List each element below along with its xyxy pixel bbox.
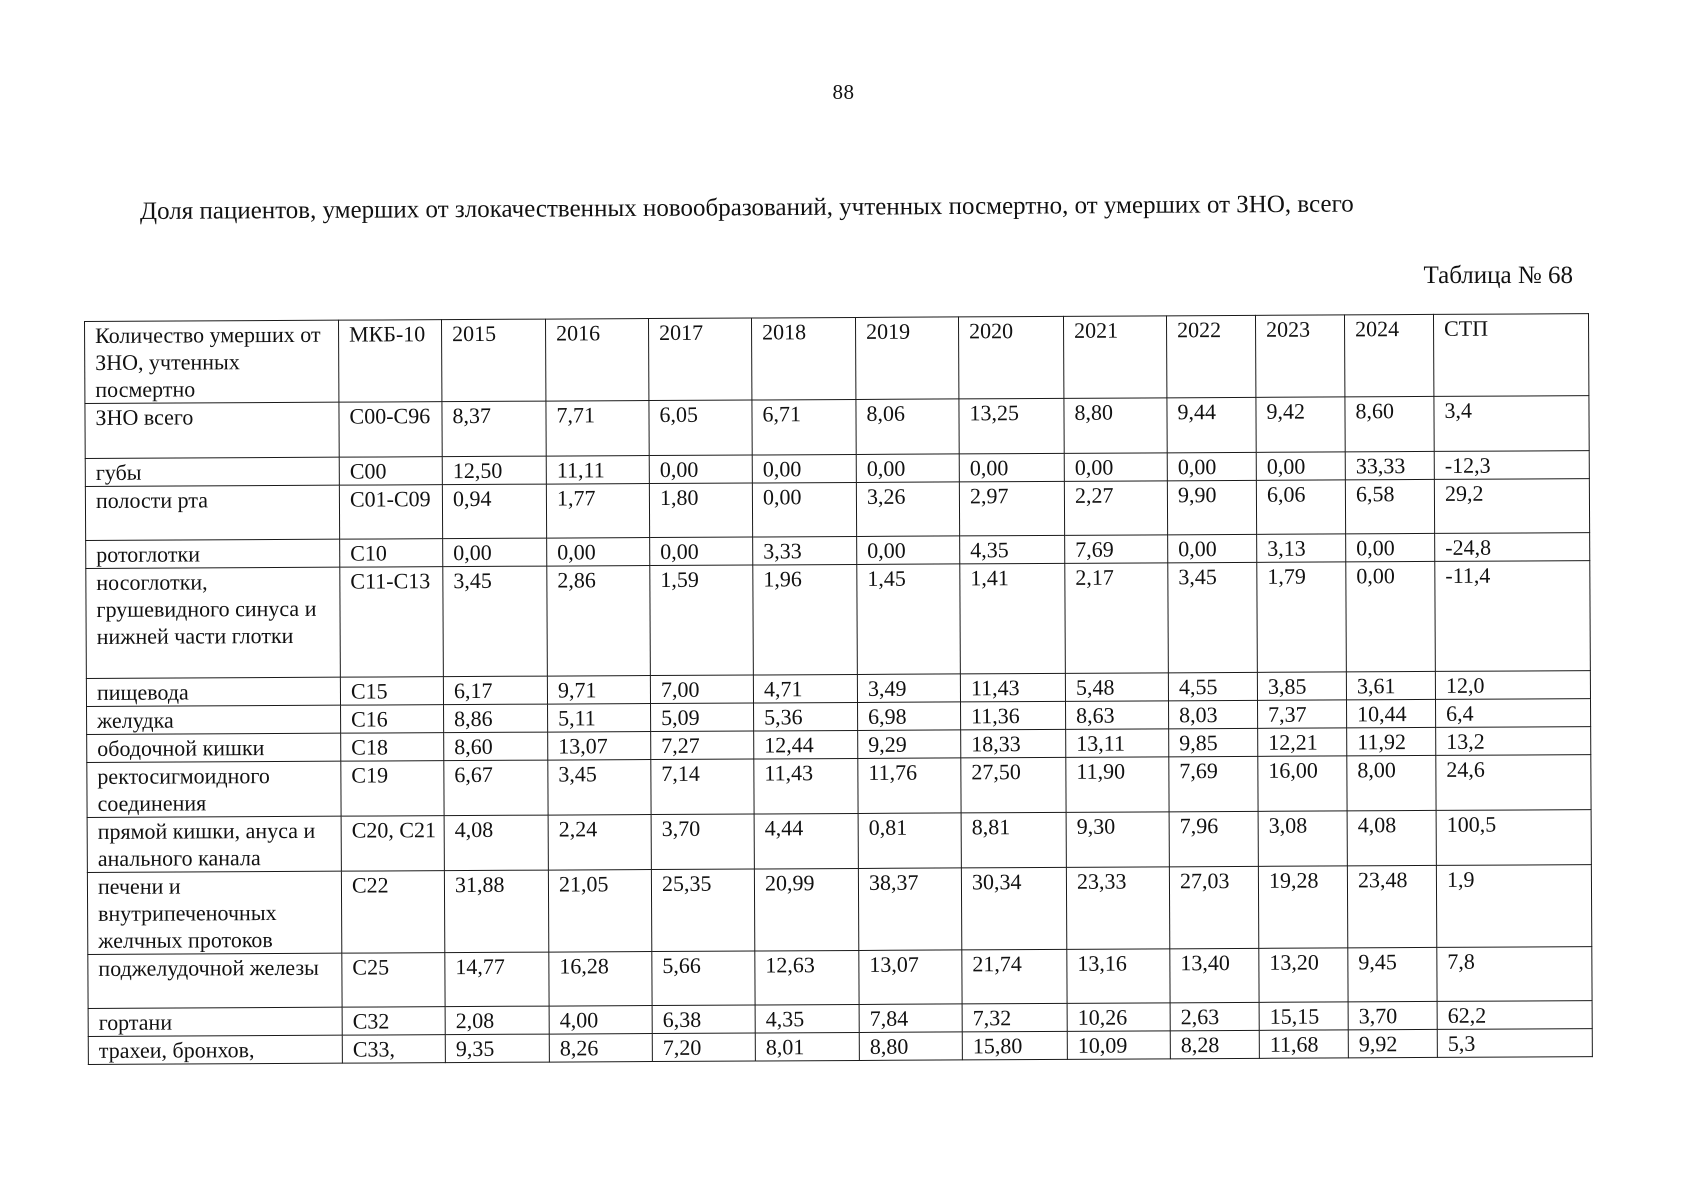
value-cell: 11,43 (960, 673, 1065, 702)
value-cell: 2,24 (548, 815, 651, 871)
value-cell: 2,08 (445, 1006, 549, 1035)
value-cell: 21,74 (962, 949, 1067, 1004)
value-cell: 0,00 (547, 538, 650, 567)
value-cell: 19,28 (1258, 866, 1347, 948)
value-cell: 7,32 (962, 1003, 1067, 1032)
value-cell: 13,40 (1170, 948, 1259, 1002)
table-row (85, 479, 1589, 541)
value-cell: 8,80 (1064, 398, 1167, 454)
value-cell: 27,50 (961, 757, 1066, 813)
icd-code-cell: С32 (342, 1007, 445, 1036)
row-label-cell: ротоглотки (86, 539, 340, 568)
value-cell: 9,85 (1169, 728, 1258, 756)
value-cell: 4,35 (755, 1004, 859, 1033)
value-cell: 12,0 (1435, 671, 1590, 700)
header-cell: 2021 (1063, 316, 1166, 399)
value-cell: 23,33 (1066, 867, 1169, 950)
value-cell: 29,2 (1434, 479, 1589, 534)
row-label-cell: ЗНО всего (85, 402, 339, 458)
table-row (87, 865, 1591, 955)
table-container (84, 313, 1592, 1065)
row-label-cell: ректосигмоидного соединения (87, 761, 341, 817)
value-cell: 1,79 (1257, 562, 1347, 672)
value-cell: 8,00 (1347, 755, 1436, 810)
value-cell: 1,45 (857, 564, 961, 675)
value-cell: 7,8 (1437, 947, 1592, 1002)
value-cell: -11,4 (1435, 561, 1591, 672)
value-cell: 33,33 (1345, 451, 1434, 479)
value-cell: 0,00 (752, 482, 856, 537)
value-cell: 1,59 (650, 565, 754, 676)
value-cell: 6,06 (1256, 480, 1345, 534)
value-cell: 11,11 (546, 456, 649, 485)
value-cell: 27,03 (1169, 866, 1258, 948)
value-cell: 1,80 (649, 483, 752, 538)
header-cell: 2020 (958, 316, 1063, 399)
value-cell: 0,00 (649, 455, 752, 484)
value-cell: 13,07 (859, 950, 962, 1005)
value-cell: 0,00 (1346, 561, 1436, 671)
value-cell: 10,09 (1067, 1031, 1170, 1060)
value-cell: 21,05 (548, 870, 651, 953)
value-cell: 6,71 (752, 399, 856, 455)
value-cell: 11,92 (1347, 727, 1436, 755)
value-cell: 8,60 (444, 732, 548, 761)
icd-code-cell: С11-С13 (340, 567, 444, 678)
header-cell: 2017 (648, 318, 751, 401)
value-cell: 8,37 (442, 401, 546, 457)
header-cell: 2018 (751, 317, 855, 400)
value-cell: 8,80 (859, 1032, 962, 1061)
value-cell: 3,70 (1348, 1001, 1437, 1029)
value-cell: 8,86 (444, 704, 548, 733)
value-cell: 9,42 (1256, 397, 1345, 452)
value-cell: 0,00 (959, 453, 1064, 482)
value-cell: 7,20 (652, 1033, 755, 1062)
page-number: 88 (832, 80, 855, 104)
value-cell: 4,08 (444, 815, 548, 871)
value-cell: 5,36 (754, 702, 858, 731)
row-label-cell: носоглотки, грушевидного синуса и нижней части глотки (86, 567, 341, 678)
row-label-cell: поджелудочной железы (88, 953, 342, 1008)
value-cell: 11,76 (858, 758, 961, 814)
row-label-cell: желудка (87, 705, 341, 734)
value-cell: 14,77 (445, 952, 549, 1007)
value-cell: 13,11 (1066, 729, 1169, 758)
value-cell: 8,63 (1066, 701, 1169, 730)
icd-code-cell: С00-С96 (339, 402, 442, 458)
value-cell: 7,69 (1065, 535, 1168, 564)
value-cell: 7,37 (1258, 700, 1347, 728)
value-cell: 0,00 (1346, 533, 1435, 561)
value-cell: 2,86 (547, 566, 651, 677)
table-row (87, 755, 1591, 818)
value-cell: 3,33 (753, 536, 857, 565)
value-cell: 12,44 (754, 730, 858, 759)
value-cell: 3,08 (1258, 811, 1347, 866)
value-cell: 0,00 (650, 537, 753, 566)
row-label-cell: печени и внутрипеченочных желчных протоков (87, 871, 341, 954)
header-cell: 2022 (1166, 315, 1255, 397)
value-cell: 6,05 (649, 400, 752, 456)
value-cell: 5,3 (1437, 1029, 1592, 1058)
icd-code-cell: С10 (340, 539, 443, 568)
row-label-cell: гортани (88, 1007, 342, 1036)
value-cell: 6,58 (1345, 479, 1434, 533)
icd-code-cell: С20, С21 (341, 816, 444, 872)
icd-code-cell: С22 (341, 871, 444, 954)
value-cell: 1,41 (960, 563, 1066, 674)
icd-code-cell: С00 (339, 457, 442, 486)
value-cell: 9,29 (858, 730, 961, 759)
icd-code-cell: С25 (342, 953, 445, 1008)
value-cell: 13,25 (959, 398, 1064, 454)
value-cell: 16,28 (549, 952, 652, 1007)
header-cell: 2024 (1344, 314, 1433, 396)
value-cell: 9,44 (1167, 397, 1256, 452)
value-cell: 15,15 (1259, 1002, 1348, 1030)
value-cell: 4,08 (1347, 810, 1436, 865)
value-cell: 5,66 (652, 951, 755, 1006)
value-cell: 0,94 (442, 484, 546, 539)
value-cell: 6,98 (858, 702, 961, 731)
table-header-row (85, 314, 1589, 404)
icd-code-cell: С18 (341, 733, 444, 762)
value-cell: 9,90 (1167, 480, 1256, 534)
value-cell: 5,09 (651, 703, 754, 732)
value-cell: 8,03 (1169, 700, 1258, 728)
table-row (85, 396, 1589, 459)
value-cell: 5,48 (1065, 673, 1168, 702)
value-cell: 13,20 (1259, 948, 1348, 1002)
value-cell: 8,60 (1345, 396, 1434, 451)
row-label-cell: ободочной кишки (87, 733, 341, 762)
value-cell: 7,69 (1169, 756, 1258, 811)
value-cell: 7,27 (651, 731, 754, 760)
value-cell: 11,68 (1259, 1030, 1348, 1058)
value-cell: 2,17 (1065, 563, 1169, 674)
value-cell: 31,88 (444, 870, 548, 953)
value-cell: 13,16 (1067, 949, 1170, 1004)
value-cell: 9,92 (1348, 1029, 1437, 1057)
value-cell: 9,35 (445, 1034, 549, 1063)
value-cell: 3,61 (1346, 671, 1435, 699)
table-row (87, 810, 1591, 873)
value-cell: 0,00 (1168, 534, 1257, 562)
value-cell: 10,44 (1347, 699, 1436, 727)
value-cell: 2,97 (959, 481, 1064, 536)
value-cell: 3,49 (857, 674, 960, 703)
header-cell: СТП (1433, 314, 1588, 397)
value-cell: 3,26 (856, 482, 959, 537)
value-cell: 7,71 (546, 401, 649, 457)
value-cell: 38,37 (858, 868, 961, 951)
value-cell: -12,3 (1434, 451, 1589, 480)
header-cell: МКБ-10 (338, 320, 441, 403)
value-cell: 7,84 (859, 1004, 962, 1033)
value-cell: 4,71 (753, 674, 857, 703)
value-cell: 15,80 (962, 1031, 1067, 1060)
value-cell: 3,70 (651, 814, 754, 870)
value-cell: 24,6 (1436, 755, 1591, 811)
value-cell: 3,85 (1257, 672, 1346, 700)
icd-code-cell: С16 (341, 705, 444, 734)
document-title: Доля пациентов, умерших от злокачественных новообразований, учтенных посмертно, от умерших от ЗНО, всего (139, 190, 1354, 225)
value-cell: 12,50 (442, 456, 546, 485)
value-cell: 6,67 (444, 760, 548, 816)
value-cell: 6,17 (443, 676, 547, 705)
value-cell: 25,35 (651, 869, 754, 952)
value-cell: 7,96 (1169, 811, 1258, 866)
value-cell: 0,00 (856, 454, 959, 483)
icd-code-cell: С15 (340, 677, 443, 706)
value-cell: 100,5 (1436, 810, 1591, 866)
value-cell: 13,07 (548, 732, 651, 761)
value-cell: 9,45 (1348, 947, 1437, 1001)
header-cell: 2019 (855, 317, 958, 400)
row-label-cell: трахеи, бронхов, (88, 1035, 342, 1064)
value-cell: 2,27 (1064, 481, 1167, 536)
row-label-cell: полости рта (85, 485, 339, 540)
value-cell: 23,48 (1347, 865, 1436, 947)
value-cell: 13,2 (1436, 727, 1591, 756)
value-cell: 11,43 (754, 758, 858, 814)
header-cell: 2015 (441, 319, 545, 402)
header-cell: 2023 (1255, 315, 1344, 397)
value-cell: 8,26 (549, 1034, 652, 1063)
value-cell: 3,45 (443, 566, 548, 677)
value-cell: 30,34 (961, 867, 1066, 950)
value-cell: 4,35 (960, 535, 1065, 564)
value-cell: 6,38 (652, 1005, 755, 1034)
value-cell: 9,71 (547, 676, 650, 705)
icd-code-cell: С33, (342, 1035, 445, 1064)
value-cell: 3,45 (1168, 562, 1258, 672)
value-cell: 7,14 (651, 759, 754, 815)
value-cell: 2,63 (1170, 1002, 1259, 1030)
value-cell: 18,33 (961, 729, 1066, 758)
value-cell: 0,00 (752, 454, 856, 483)
value-cell: 1,96 (753, 564, 858, 675)
header-cell: 2016 (545, 319, 648, 402)
value-cell: 16,00 (1258, 756, 1347, 811)
table-row (88, 947, 1592, 1009)
value-cell: 0,00 (857, 536, 960, 565)
value-cell: 1,9 (1436, 865, 1591, 948)
table-row (86, 561, 1591, 679)
value-cell: 4,55 (1168, 672, 1257, 700)
value-cell: 9,30 (1066, 812, 1169, 868)
value-cell: 4,44 (754, 813, 858, 869)
value-cell: 0,00 (1167, 452, 1256, 480)
table-body (85, 396, 1592, 1065)
value-cell: 8,28 (1170, 1030, 1259, 1058)
icd-code-cell: С01-С09 (339, 485, 442, 540)
value-cell: 3,4 (1434, 396, 1589, 452)
value-cell: 62,2 (1437, 1001, 1592, 1030)
value-cell: 12,63 (755, 950, 859, 1005)
header-cell: Количество умерших от ЗНО, учтенных посмертно (85, 320, 339, 403)
value-cell: 0,00 (443, 538, 547, 567)
value-cell: -24,8 (1435, 533, 1590, 562)
value-cell: 0,81 (858, 813, 961, 869)
value-cell: 0,00 (1256, 452, 1345, 480)
value-cell: 0,00 (1064, 453, 1167, 482)
value-cell: 8,81 (961, 812, 1066, 868)
row-label-cell: губы (85, 457, 339, 486)
value-cell: 1,77 (546, 484, 649, 539)
value-cell: 12,21 (1258, 728, 1347, 756)
value-cell: 5,11 (548, 704, 651, 733)
value-cell: 3,13 (1257, 534, 1346, 562)
value-cell: 8,06 (856, 399, 959, 455)
table-label: Таблица № 68 (1423, 262, 1573, 289)
data-table (84, 313, 1593, 1065)
value-cell: 11,36 (961, 701, 1066, 730)
value-cell: 10,26 (1067, 1003, 1170, 1032)
row-label-cell: прямой кишки, ануса и анального канала (87, 816, 341, 872)
value-cell: 4,00 (549, 1006, 652, 1035)
value-cell: 11,90 (1066, 757, 1169, 813)
value-cell: 6,4 (1436, 699, 1591, 728)
value-cell: 7,00 (650, 675, 753, 704)
value-cell: 20,99 (754, 868, 858, 951)
icd-code-cell: С19 (341, 761, 444, 817)
value-cell: 8,01 (755, 1032, 859, 1061)
value-cell: 3,45 (548, 760, 651, 816)
row-label-cell: пищевода (86, 677, 340, 706)
